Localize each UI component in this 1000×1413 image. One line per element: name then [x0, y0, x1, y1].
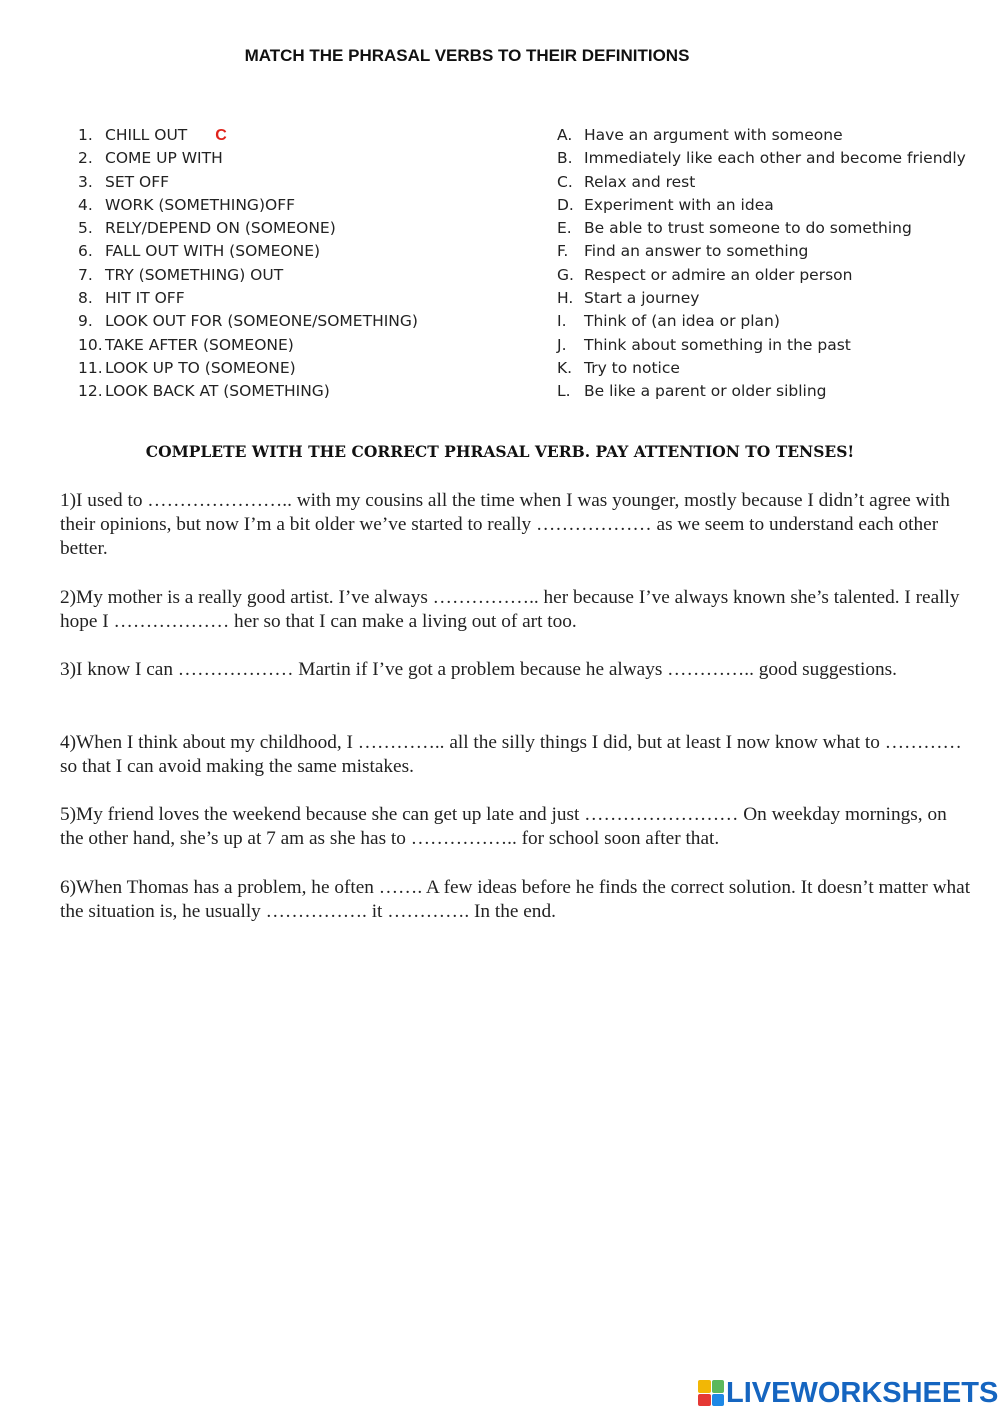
- exercise-paragraph-2: 2)My mother is a really good artist. I’ve always …………….. her because I’ve always known she’s talented. I really hope I ……………… her so that I can make a living out of art too.: [60, 587, 960, 632]
- list-item: [78, 217, 418, 240]
- item-number: 5.: [78, 219, 93, 238]
- item-number: 6.: [78, 242, 93, 261]
- list-item: [78, 194, 418, 217]
- item-number: 2.: [78, 149, 93, 168]
- definition: Respect or admire an older person: [584, 265, 853, 284]
- definition: Find an answer to something: [584, 242, 809, 261]
- list-item: [557, 334, 966, 357]
- list-item: [78, 124, 418, 147]
- list-item: [78, 310, 418, 333]
- list-item: [557, 147, 966, 170]
- item-letter: J.: [557, 335, 567, 354]
- list-item: [78, 287, 418, 310]
- phrasal-verb: RELY/DEPEND ON (SOMEONE): [105, 219, 336, 238]
- item-letter: E.: [557, 219, 572, 238]
- list-item: [557, 287, 966, 310]
- definition: Have an argument with someone: [584, 126, 843, 144]
- item-number: 12.: [78, 382, 103, 401]
- exercise-paragraph-5: 5)My friend loves the weekend because she can get up late and just …………………… On weekday mornings, on the other hand, she’s up at 7 am as she has to …………….. for school soon after that.: [60, 804, 947, 849]
- definition: Think about something in the past: [584, 335, 851, 354]
- phrasal-verb: LOOK OUT FOR (SOMEONE/SOMETHING): [105, 312, 418, 331]
- list-item: [78, 171, 418, 194]
- item-letter: D.: [557, 195, 574, 214]
- item-letter: A.: [557, 126, 573, 144]
- phrasal-verb: HIT IT OFF: [105, 289, 185, 308]
- phrasal-verb: FALL OUT WITH (SOMEONE): [105, 242, 321, 261]
- definition: Relax and rest: [584, 172, 696, 191]
- item-number: 9.: [78, 312, 93, 331]
- list-item: [557, 380, 966, 403]
- phrasal-verb: CHILL OUT: [105, 126, 188, 144]
- match-section-title: MATCH THE PHRASAL VERBS TO THEIR DEFINITIONS: [244, 46, 690, 65]
- list-item: [557, 194, 966, 217]
- item-letter: I.: [557, 312, 567, 331]
- definition: Immediately like each other and become friendly: [584, 149, 966, 168]
- list-item: [78, 334, 418, 357]
- item-letter: F.: [557, 242, 569, 261]
- list-item: [557, 171, 966, 194]
- definition: Experiment with an idea: [584, 195, 774, 214]
- item-number: 4.: [78, 195, 93, 214]
- definition-list: [557, 124, 966, 404]
- item-number: 11.: [78, 358, 103, 377]
- phrasal-verb: TRY (SOMETHING) OUT: [105, 265, 284, 284]
- list-item: [557, 310, 966, 333]
- definition: Be like a parent or older sibling: [584, 382, 827, 401]
- phrasal-verb-list: [78, 124, 418, 404]
- item-number: 8.: [78, 289, 93, 308]
- item-number: 7.: [78, 265, 93, 284]
- list-item: [78, 147, 418, 170]
- phrasal-verb: LOOK BACK AT (SOMETHING): [105, 382, 330, 401]
- definition: Be able to trust someone to do something: [584, 219, 912, 238]
- phrasal-verb: WORK (SOMETHING)OFF: [105, 195, 296, 214]
- phrasal-verb: LOOK UP TO (SOMEONE): [105, 358, 296, 377]
- logo-text: LIVEWORKSHEETS: [726, 1376, 999, 1409]
- liveworksheets-logo[interactable]: [698, 1378, 998, 1408]
- phrasal-verb: SET OFF: [105, 172, 170, 191]
- item-number: 10.: [78, 335, 103, 354]
- phrasal-verb: COME UP WITH: [105, 149, 223, 168]
- item-letter: C.: [557, 172, 573, 191]
- definition: Think of (an idea or plan): [584, 312, 780, 331]
- item-letter: L.: [557, 382, 571, 401]
- list-item: [557, 264, 966, 287]
- phrasal-verb: TAKE AFTER (SOMEONE): [105, 335, 294, 354]
- item-number: 1.: [78, 126, 93, 144]
- exercise-paragraph-3: 3)I know I can ……………… Martin if I’ve got a problem because he always ………….. good suggestions.: [60, 659, 897, 680]
- complete-section-title: COMPLETE WITH THE CORRECT PHRASAL VERB. PAY ATTENTION TO TENSES!: [145, 442, 855, 461]
- item-letter: H.: [557, 289, 574, 308]
- definition: Start a journey: [584, 289, 700, 308]
- list-item: [78, 240, 418, 263]
- liveworksheets-logo-icon: [698, 1380, 724, 1406]
- exercise-paragraph-4: 4)When I think about my childhood, I ………….. all the silly things I did, but at least I now know what to ………… so that I can avoid making the same mistakes.: [60, 732, 962, 777]
- list-item: [557, 240, 966, 263]
- list-item: [78, 380, 418, 403]
- item-number: 3.: [78, 172, 93, 191]
- list-item: [78, 357, 418, 380]
- list-item: [557, 357, 966, 380]
- list-item: [557, 124, 966, 147]
- item-letter: K.: [557, 358, 573, 377]
- list-item: [557, 217, 966, 240]
- exercise-paragraph-1: 1)I used to ………………….. with my cousins all the time when I was younger, mostly because I didn’t agree with their opinions, but now I’m a bit older we’ve started to really ……………… as we seem to understand each other better.: [60, 490, 950, 559]
- definition: Try to notice: [584, 358, 680, 377]
- item-letter: G.: [557, 265, 574, 284]
- list-item: [78, 264, 418, 287]
- exercise-paragraph-6: 6)When Thomas has a problem, he often ……. A few ideas before he finds the correct solution. It doesn’t matter what the situation is, he usually ……………. it …………. In the end.: [60, 877, 971, 922]
- item-letter: B.: [557, 149, 573, 168]
- answer-input[interactable]: C: [215, 127, 227, 144]
